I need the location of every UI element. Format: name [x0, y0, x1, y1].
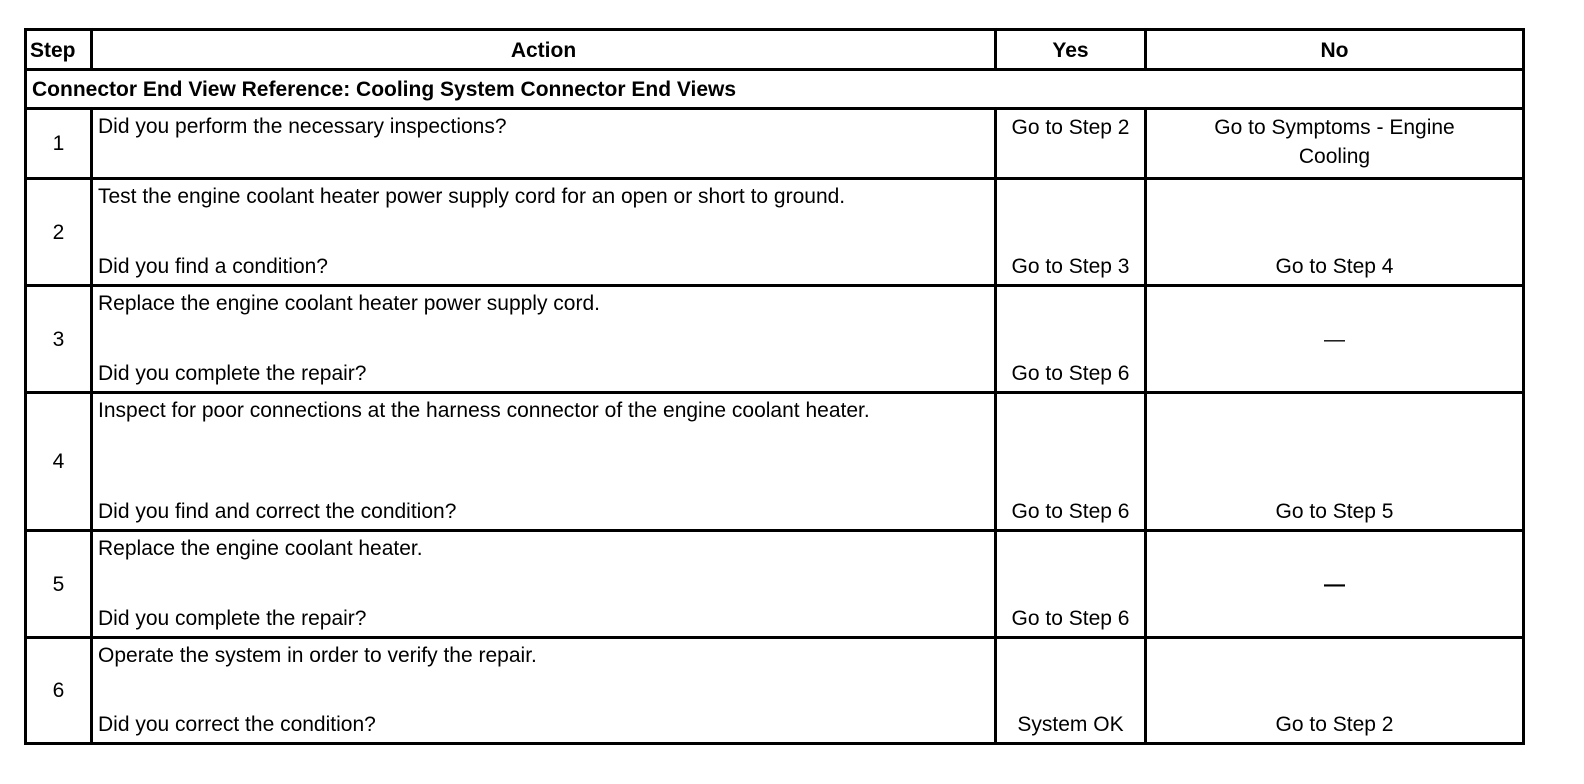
step-action: [92, 109, 996, 179]
header-row: [26, 30, 1524, 70]
no-result: —: [1146, 531, 1524, 638]
step-action: [92, 286, 996, 393]
no-result: —: [1146, 286, 1524, 393]
yes-result: Go to Step 3: [996, 179, 1146, 286]
step-action: [92, 638, 996, 744]
no-result: Go to Step 4: [1146, 179, 1524, 286]
connector-reference: Connector End View Reference: Cooling System Connector End Views: [26, 70, 1524, 109]
yes-result: Go to Step 6: [996, 531, 1146, 638]
step-action: [92, 393, 996, 531]
table-row: [26, 109, 1524, 179]
yes-result: Go to Step 6: [996, 286, 1146, 393]
header-no: No: [1146, 30, 1524, 70]
step-action: [92, 531, 996, 638]
step-question: Did you correct the condition?: [98, 713, 376, 736]
step-question: Did you find a condition?: [98, 255, 328, 278]
step-action: [92, 179, 996, 286]
no-result: Go to Step 2: [1146, 638, 1524, 744]
step-question: Did you find and correct the condition?: [98, 500, 457, 523]
yes-result: Go to Step 2: [996, 109, 1146, 179]
header-step: Step: [26, 30, 92, 70]
table-row: [26, 393, 1524, 531]
no-result: Go to Step 5: [1146, 393, 1524, 531]
step-number: 6: [26, 638, 92, 744]
table-row: [26, 531, 1524, 638]
diagnostic-table: [24, 28, 1525, 745]
table-row: [26, 179, 1524, 286]
step-question: Did you perform the necessary inspections?: [98, 115, 507, 138]
step-question: Did you complete the repair?: [98, 607, 367, 630]
step-number: 3: [26, 286, 92, 393]
no-result: Go to Symptoms - Engine Cooling: [1146, 109, 1524, 179]
table-row: [26, 638, 1524, 744]
step-number: 4: [26, 393, 92, 531]
header-action: Action: [92, 30, 996, 70]
step-instruction: Inspect for poor connections at the harness connector of the engine coolant heater.: [98, 399, 870, 422]
header-yes: Yes: [996, 30, 1146, 70]
step-instruction: Test the engine coolant heater power supply cord for an open or short to ground.: [98, 185, 846, 208]
step-number: 2: [26, 179, 92, 286]
table-row: [26, 286, 1524, 393]
step-number: 5: [26, 531, 92, 638]
yes-result: System OK: [996, 638, 1146, 744]
yes-result: Go to Step 6: [996, 393, 1146, 531]
step-instruction: Replace the engine coolant heater power supply cord.: [98, 292, 600, 315]
step-number: 1: [26, 109, 92, 179]
step-instruction: Replace the engine coolant heater.: [98, 537, 423, 560]
step-instruction: Operate the system in order to verify the repair.: [98, 644, 537, 667]
reference-row: [26, 70, 1524, 109]
step-question: Did you complete the repair?: [98, 362, 367, 385]
